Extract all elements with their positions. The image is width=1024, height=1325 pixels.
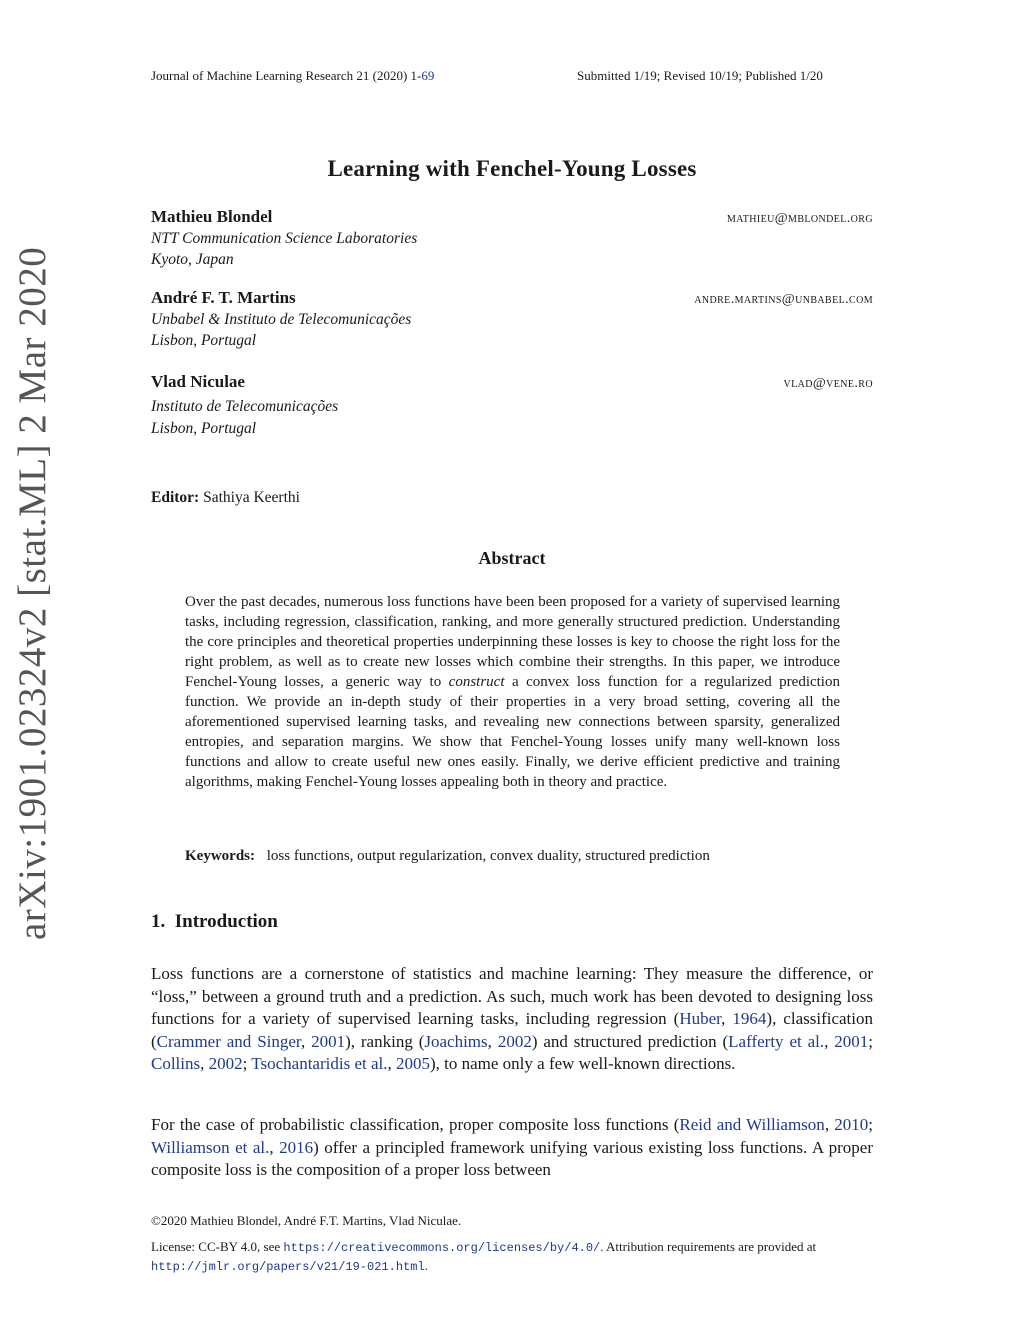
section-heading [151, 911, 278, 933]
citation-link[interactable]: Huber [679, 1009, 722, 1029]
author-name: Vlad Niculae [151, 372, 245, 391]
citation-link[interactable]: Collins [151, 1054, 201, 1074]
citation-link[interactable]: Crammer and Singer [156, 1031, 301, 1051]
page-range-link[interactable]: 69 [421, 68, 435, 83]
author-location: Lisbon, Portugal [151, 332, 257, 349]
citation-link[interactable]: 2010 [834, 1115, 869, 1134]
abstract-text: a convex loss function for a regularized prediction function. We provide an in-depth study of their properties in a very broad setting, covering all the aforementioned supervised learning tasks, and revealing new connections between sparsity, generalized entropies, and separation margins. We show that Fenchel-Young losses unify many well-known loss functions and allow to create useful new ones easily. Finally, we derive efficient predictive and training algorithms, making Fenchel-Young losses appealing both in theory and practice. [185, 674, 840, 790]
keywords-text: loss functions, output regularization, convex duality, structured prediction [266, 848, 710, 864]
citation-link[interactable]: 2002 [208, 1054, 243, 1074]
editor-label: Editor: [151, 489, 200, 506]
keywords-label: Keywords: [185, 848, 255, 864]
citation-link[interactable]: 2002 [497, 1031, 532, 1051]
author-affiliation: NTT Communication Science Laboratories [151, 230, 418, 247]
abstract-heading: Abstract [478, 548, 546, 568]
citation-link[interactable]: 2001 [834, 1031, 869, 1051]
intro-paragraph: For the case of probabilistic classification, proper composite loss functions (Reid and Williamson, 2010; Williamson et al., 2016) offer a principled framework unifying various existing loss functions. A proper composite loss is the composition of a proper loss between [151, 1115, 874, 1180]
citation-link[interactable]: Tsochantaridis et al. [251, 1054, 388, 1074]
abstract-text: Over the past decades, numerous loss functions have been been proposed for a variety of supervised learning tasks, including regression, classification, ranking, and more generally structured prediction. Understanding the core principles and theoretical properties underpinning these losses is key to choose the right loss for the right problem, as well as to create new losses which combine their strengths. In this paper, we introduce Fenchel-Young losses, a generic way to [185, 594, 840, 690]
author-email: vlad@vene.ro [783, 376, 873, 391]
submission-dates: Submitted 1/19; Revised 10/19; Published 1/20 [577, 68, 823, 83]
license-link[interactable]: https://creativecommons.org/licenses/by/4.0/ [283, 1241, 601, 1255]
citation-link[interactable]: 2001 [311, 1031, 346, 1051]
author-email: mathieu@mblondel.org [726, 211, 873, 226]
attribution-link[interactable]: http://jmlr.org/papers/v21/19-021.html [151, 1260, 425, 1274]
citation-link[interactable]: 1964 [732, 1009, 767, 1029]
citation-link[interactable]: Williamson et al. [151, 1137, 270, 1157]
section-number: 1. [151, 911, 166, 932]
editor-line [151, 489, 300, 507]
author-affiliation: Unbabel & Instituto de Telecomunicações [151, 311, 412, 328]
intro-paragraph: Loss functions are a cornerstone of statistics and machine learning: They measure the difference, or “loss,” between a ground truth and a prediction. As such, much work has been devoted to designing loss functions for a variety of supervised learning tasks, including regression (Huber, 1964), classification (Crammer and Singer, 2001), ranking (Joachims, 2002) and structured prediction (Lafferty et al., 2001; Collins, 2002; Tsochantaridis et al., 2005), to name only a few well-known directions. [151, 964, 874, 1074]
citation-link[interactable]: Joachims [424, 1031, 488, 1051]
author-name: Mathieu Blondel [151, 207, 273, 226]
keywords [185, 848, 710, 865]
copyright-notice: ©2020 Mathieu Blondel, André F.T. Martins, Vlad Niculae. [151, 1213, 462, 1228]
journal-citation: Journal of Machine Learning Research 21 (2020) 1- [151, 68, 422, 83]
citation-link[interactable]: Lafferty et al. [728, 1031, 825, 1051]
section-title: Introduction [174, 911, 278, 932]
abstract-emphasis: construct [448, 674, 505, 690]
arxiv-stamp: arXiv:1901.02324v2 [stat.ML] 2 Mar 2020 [11, 246, 54, 940]
citation-link[interactable]: 2016 [279, 1137, 314, 1157]
paper-title: Learning with Fenchel-Young Losses [327, 156, 697, 181]
author-location: Lisbon, Portugal [151, 420, 257, 437]
license-notice: License: CC-BY 4.0, see https://creativecommons.org/licenses/by/4.0/. Attribution requirements are provided at http://jmlr.org/papers/v21/19-021.html. [151, 1239, 817, 1274]
author-location: Kyoto, Japan [151, 251, 234, 268]
editor-name: Sathiya Keerthi [203, 489, 300, 506]
citation-link[interactable]: Reid and Williamson [679, 1115, 825, 1134]
citation-link[interactable]: 2005 [395, 1054, 430, 1074]
abstract-body [185, 592, 840, 792]
journal-header [151, 68, 434, 84]
author-affiliation: Instituto de Telecomunicações [151, 398, 339, 415]
author-email: andre.martins@unbabel.com [694, 292, 873, 307]
author-name: André F. T. Martins [151, 288, 296, 307]
